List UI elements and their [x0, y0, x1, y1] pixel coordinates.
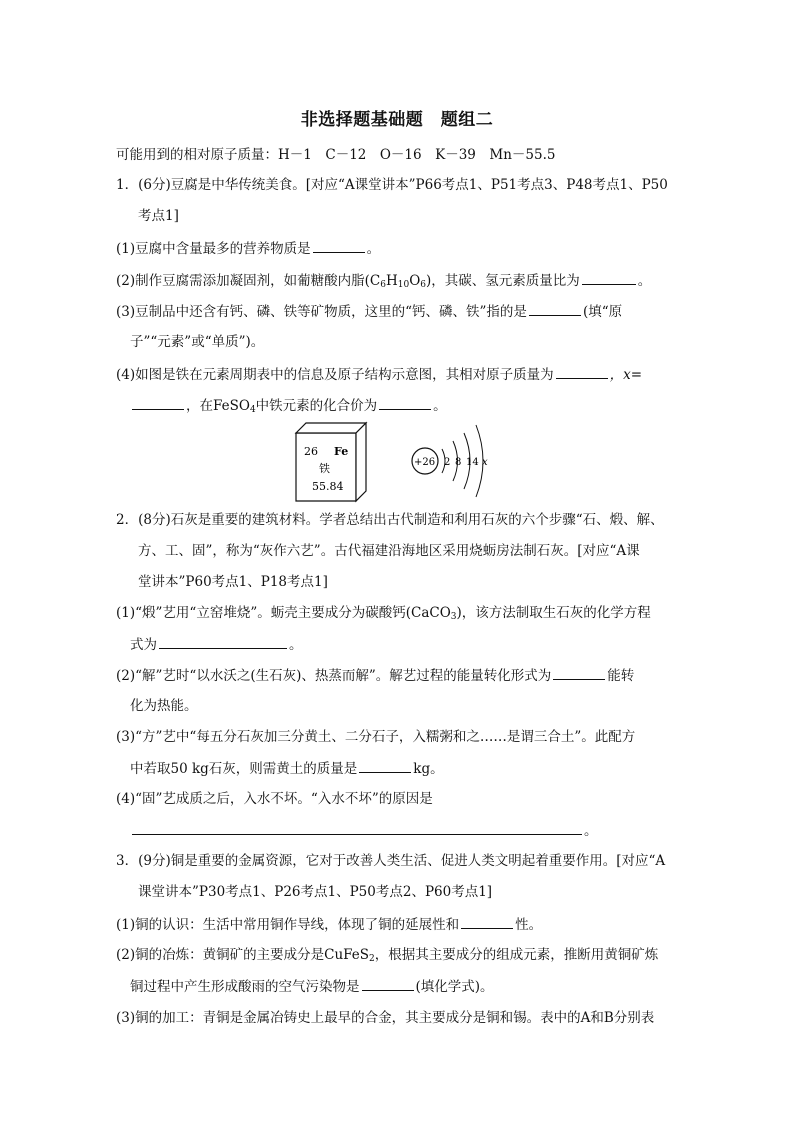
answer-blank[interactable]: [132, 820, 582, 835]
q2-part1-cont: 式为 。: [130, 634, 700, 655]
q2-head-cont2: 堂讲本”P60考点1、P18考点1]: [138, 574, 328, 590]
answer-blank[interactable]: [313, 238, 365, 253]
nucleus-charge: +26: [414, 457, 436, 468]
answer-blank[interactable]: [553, 665, 605, 680]
q3-part2-cont: 铜过程中产生形成酸雨的空气污染物是 (填化学式)。: [130, 976, 700, 997]
element-symbol: Fe: [334, 445, 349, 458]
shell-electrons-1: 2: [444, 457, 451, 468]
atom-structure-diagram: [412, 425, 488, 497]
q2-part4: (4)“固”艺成质之后，入水不坏。“入水不坏”的原因是: [116, 791, 433, 807]
q3-head: 3．(9分)铜是重要的金属资源，它对于改善人类生活、促进人类文明起着重要作用。[对应“A: [116, 853, 666, 869]
q2-part3: (3)“方”艺中“每五分石灰加三分黄土、二分石子，入糯粥和之……是谓三合土”。此配方: [116, 729, 636, 745]
answer-blank[interactable]: [461, 914, 513, 929]
iron-element-figure: [290, 415, 520, 505]
answer-blank[interactable]: [362, 976, 414, 991]
answer-blank[interactable]: [529, 301, 581, 316]
answer-blank[interactable]: [132, 395, 184, 410]
q3-part1: (1)铜的认识：生活中常用铜作导线，体现了铜的延展性和 性。: [116, 914, 686, 935]
q2-part1: (1)“煅”艺用“立窑堆烧”。蛎壳主要成分为碳酸钙(CaCO$_3$)，该方法制取生石灰的化学方程: [116, 605, 651, 622]
page-title: 非选择题基础题 题组二: [300, 110, 494, 130]
answer-blank[interactable]: [159, 634, 287, 649]
shell-electrons-2: 8: [455, 457, 462, 468]
q2-part4-cont: 。: [130, 820, 700, 841]
shell-electrons-3: 14: [466, 457, 479, 468]
answer-blank[interactable]: [582, 270, 636, 285]
q3-part2: (2)铜的冶炼：黄铜矿的主要成分是CuFeS$_2$，根据其主要成分的组成元素，推断用黄铜矿炼: [116, 947, 659, 964]
q2-part2-cont: 化为热能。: [130, 698, 198, 714]
q2-head-cont: 方、工、固”，称为“灰作六艺”。古代福建沿海地区采用烧蛎房法制石灰。[对应“A课: [138, 543, 640, 559]
element-name: 铁: [319, 462, 330, 475]
q2-head: 2．(8分)石灰是重要的建筑材料。学者总结出古代制造和利用石灰的六个步骤“石、煅、解、: [116, 512, 664, 528]
answer-blank[interactable]: [556, 364, 608, 379]
atomic-number: 26: [304, 445, 318, 458]
q2-part2: (2)“解”艺时“以水沃之(生石灰)、热蒸而解”。解艺过程的能量转化形式为 能转: [116, 665, 686, 686]
answer-blank[interactable]: [379, 395, 431, 410]
q3-part3: (3)铜的加工：青铜是金属冶铸史上最早的合金，其主要成分是铜和锡。表中的A和B分别表: [116, 1010, 655, 1026]
q1-part4: (4)如图是铁在元素周期表中的信息及原子结构示意图，其相对原子质量为 ，x=: [116, 364, 686, 385]
q3-head-cont: 课堂讲本”P30考点1、P26考点1、P50考点2、P60考点1]: [138, 884, 493, 900]
atomic-masses: 可能用到的相对原子质量：H－1 C－12 O－16 K－39 Mn－55.5: [116, 147, 556, 163]
q1-part1: (1)豆腐中含量最多的营养物质是 。: [116, 238, 686, 259]
q1-part3-cont: 子”“元素”或“单质”)。: [130, 334, 265, 350]
shell-electrons-4: x: [482, 457, 488, 468]
answer-blank[interactable]: [359, 758, 411, 773]
atomic-mass: 55.84: [312, 480, 344, 493]
q1-head-cont: 考点1]: [138, 208, 179, 224]
q1-part3: (3)豆制品中还含有钙、磷、铁等矿物质，这里的“钙、磷、铁”指的是 (填“原: [116, 301, 686, 322]
element-cell-box: [296, 423, 366, 501]
q1-part2: (2)制作豆腐需添加凝固剂，如葡糖酸内脂$(C_6H_{10}O_6)$，其碳、氢元素质量比为 。: [116, 270, 686, 295]
q2-part3-cont: 中若取50 kg石灰，则需黄土的质量是 kg。: [130, 758, 700, 779]
q1-head: 1．(6分)豆腐是中华传统美食。[对应“A课堂讲本”P66考点1、P51考点3、P48考点1、P50: [116, 177, 668, 193]
q1-part4-cont: ，在FeSO$_4$中铁元素的化合价为 。: [130, 395, 700, 420]
